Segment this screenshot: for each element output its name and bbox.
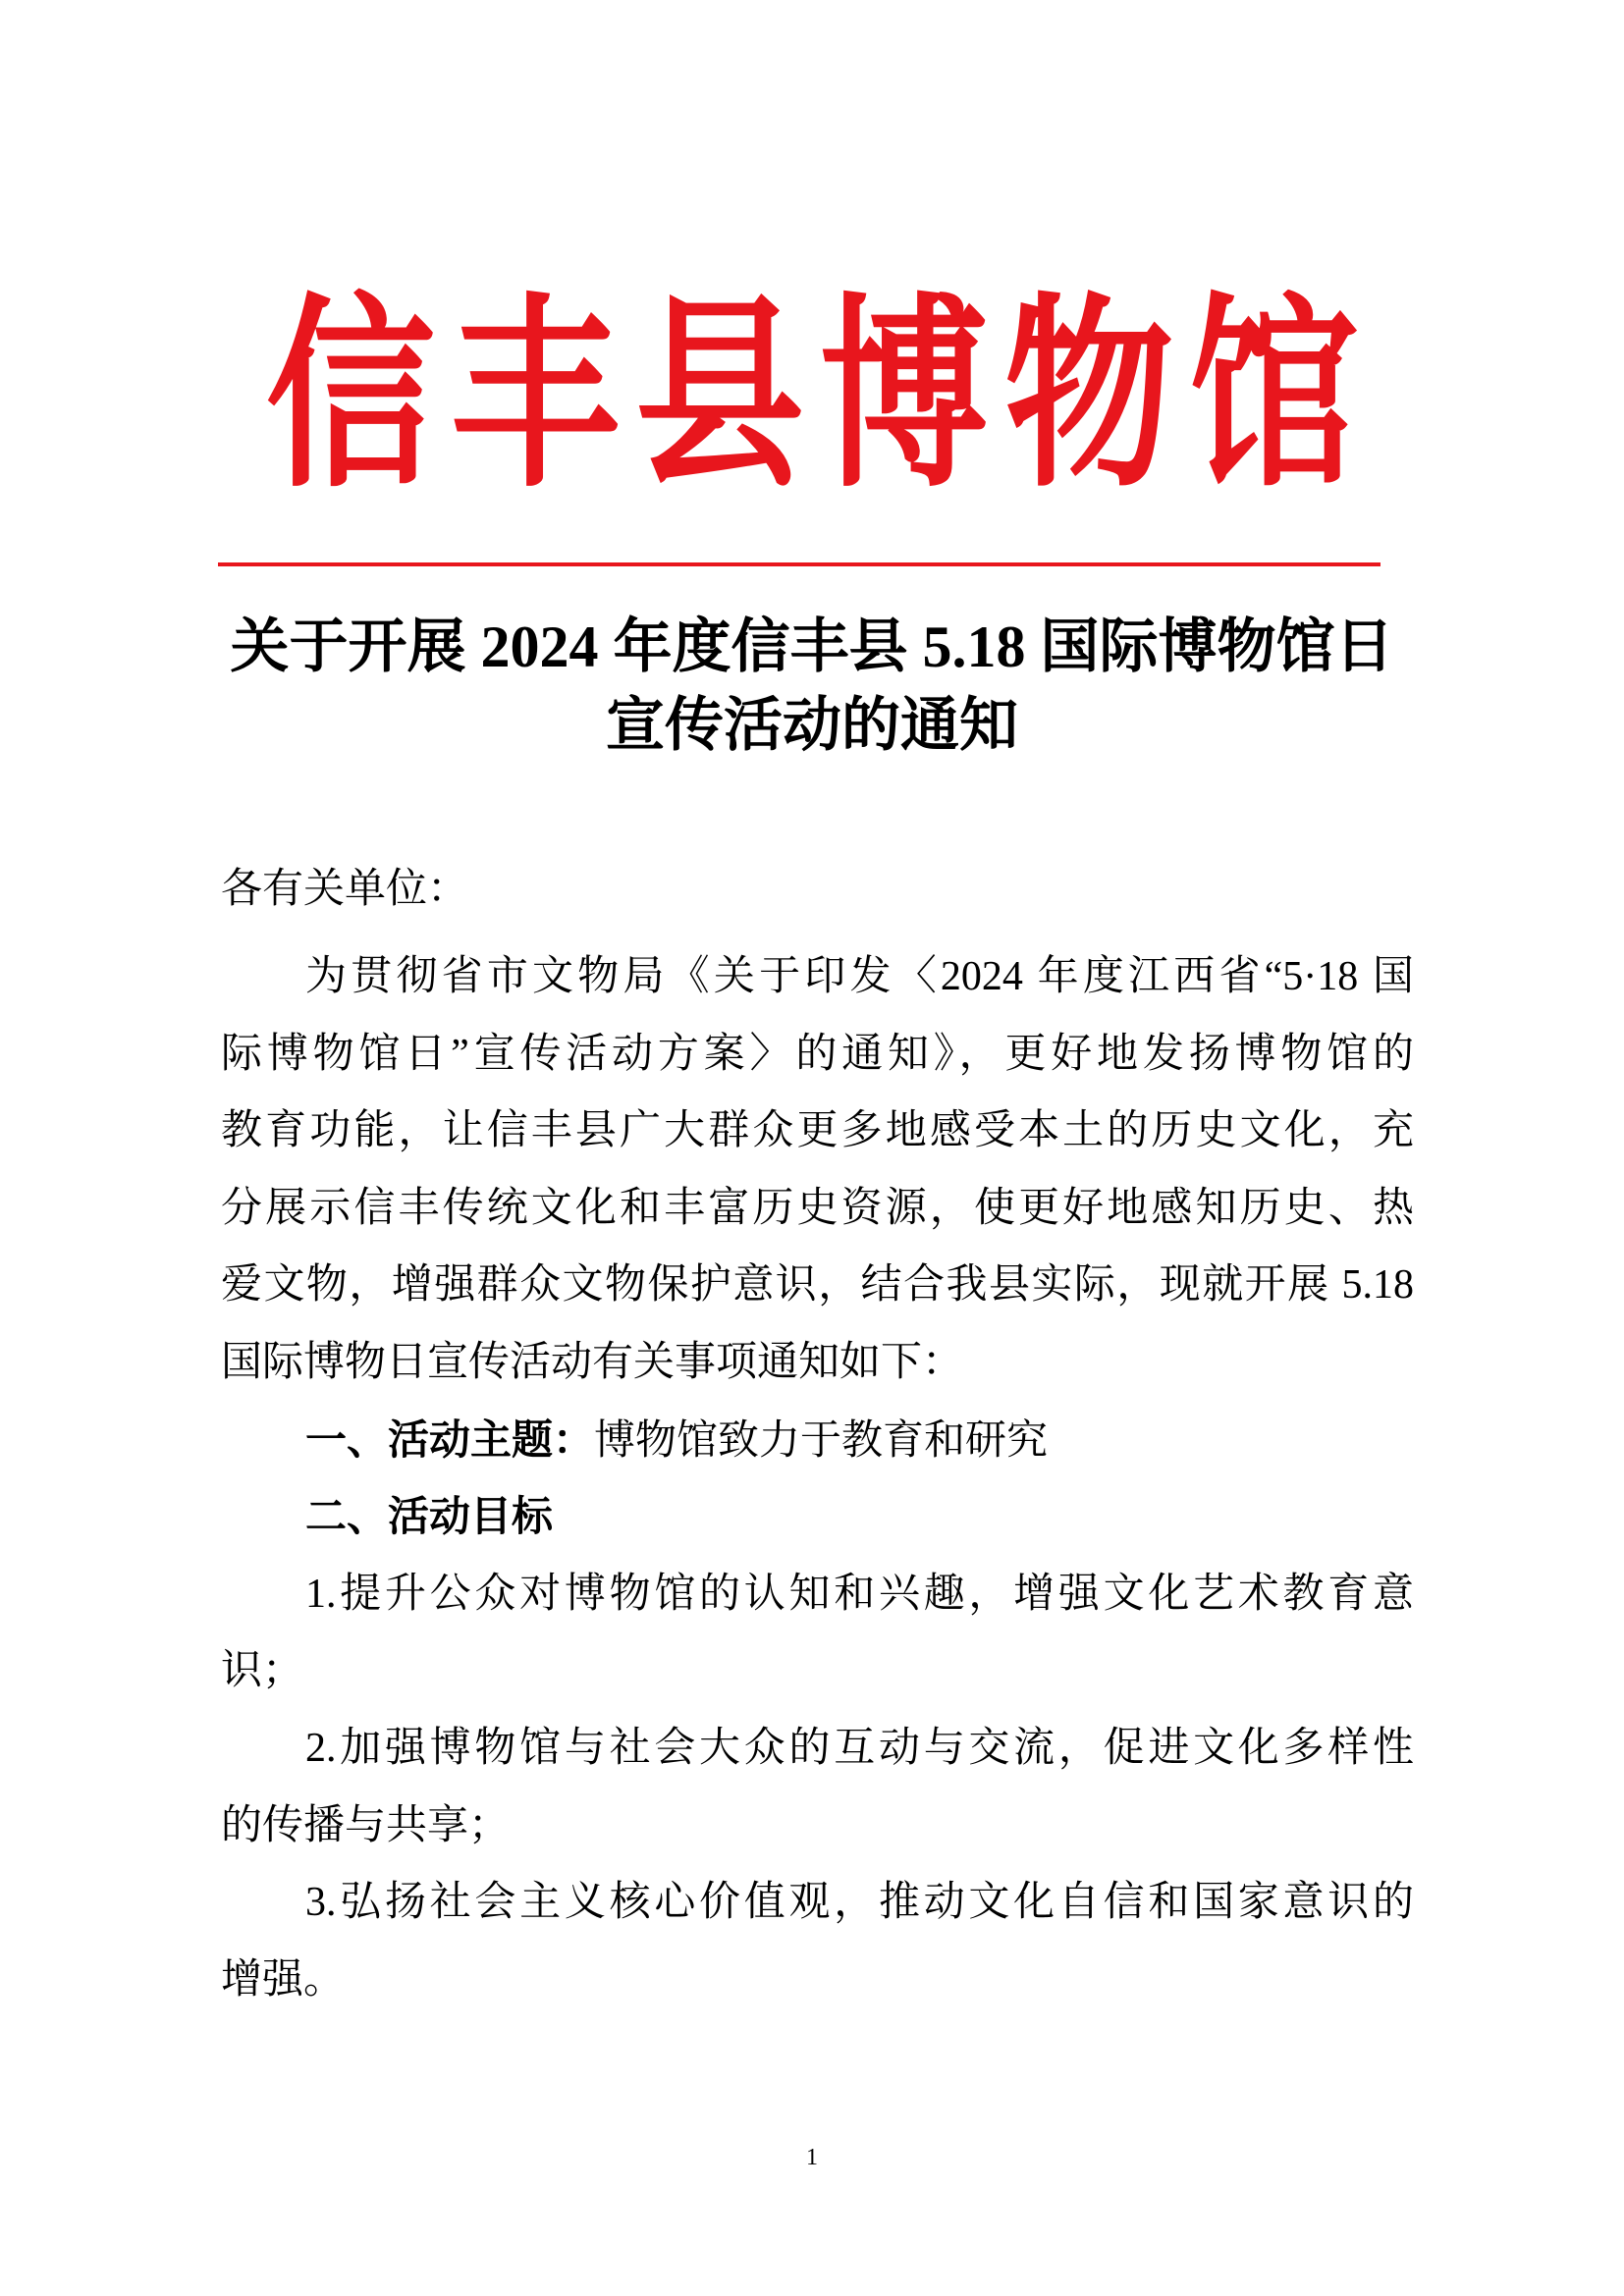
goal-item-1 [221,1556,1414,1710]
goal-line: 1.提升公众对博物馆的认知和兴趣，增强文化艺术教育意 [305,1571,1414,1617]
title-line: 关于开展 2024 年度信丰县 5.18 国际博物馆日 [230,614,1394,679]
goal-line: 的传播与共享； [221,1802,511,1848]
section-goals-heading: 二、活动目标 [305,1493,554,1540]
document-title [196,608,1428,765]
intro-line: 分展示信丰传统文化和丰富历史资源，使更好地感知历史、热 [221,1185,1414,1231]
goal-item-3 [221,1864,1414,2018]
intro-line: 际博物馆日”宣传活动方案〉的通知》，更好地发扬博物馆的 [221,1031,1414,1077]
masthead-red-divider [218,562,1380,566]
goal-line: 3.弘扬社会主义核心价值观，推动文化自信和国家意识的 [305,1880,1414,1926]
goal-line: 2.加强博物馆与社会大众的互动与交流，促进文化多样性 [305,1725,1414,1771]
section-theme [221,1402,1414,1479]
intro-paragraph [221,938,1414,1402]
page-number: 1 [806,2145,818,2170]
salutation: 各有关单位： [221,867,469,912]
masthead-org-name: 信丰县博物馆 [266,272,1374,516]
goal-line: 识； [221,1648,304,1694]
title-line: 宣传活动的通知 [606,693,1018,758]
intro-line: 为贯彻省市文物局《关于印发〈2024 年度江西省“5·18 国 [305,953,1414,999]
section-goals [221,1478,1414,1556]
goal-line: 增强。 [221,1956,346,2002]
intro-line: 爱文物，增强群众文物保护意识，结合我县实际，现就开展 5.18 [221,1262,1414,1308]
intro-line: 教育功能，让信丰县广大群众更多地感受本土的历史文化，充 [221,1108,1414,1154]
intro-line: 国际博物日宣传活动有关事项通知如下： [221,1339,964,1385]
section-theme-text: 博物馆致力于教育和研究 [594,1417,1049,1464]
document-body [221,851,1414,2018]
section-theme-heading: 一、活动主题： [305,1415,595,1463]
goal-item-2 [221,1710,1414,1864]
